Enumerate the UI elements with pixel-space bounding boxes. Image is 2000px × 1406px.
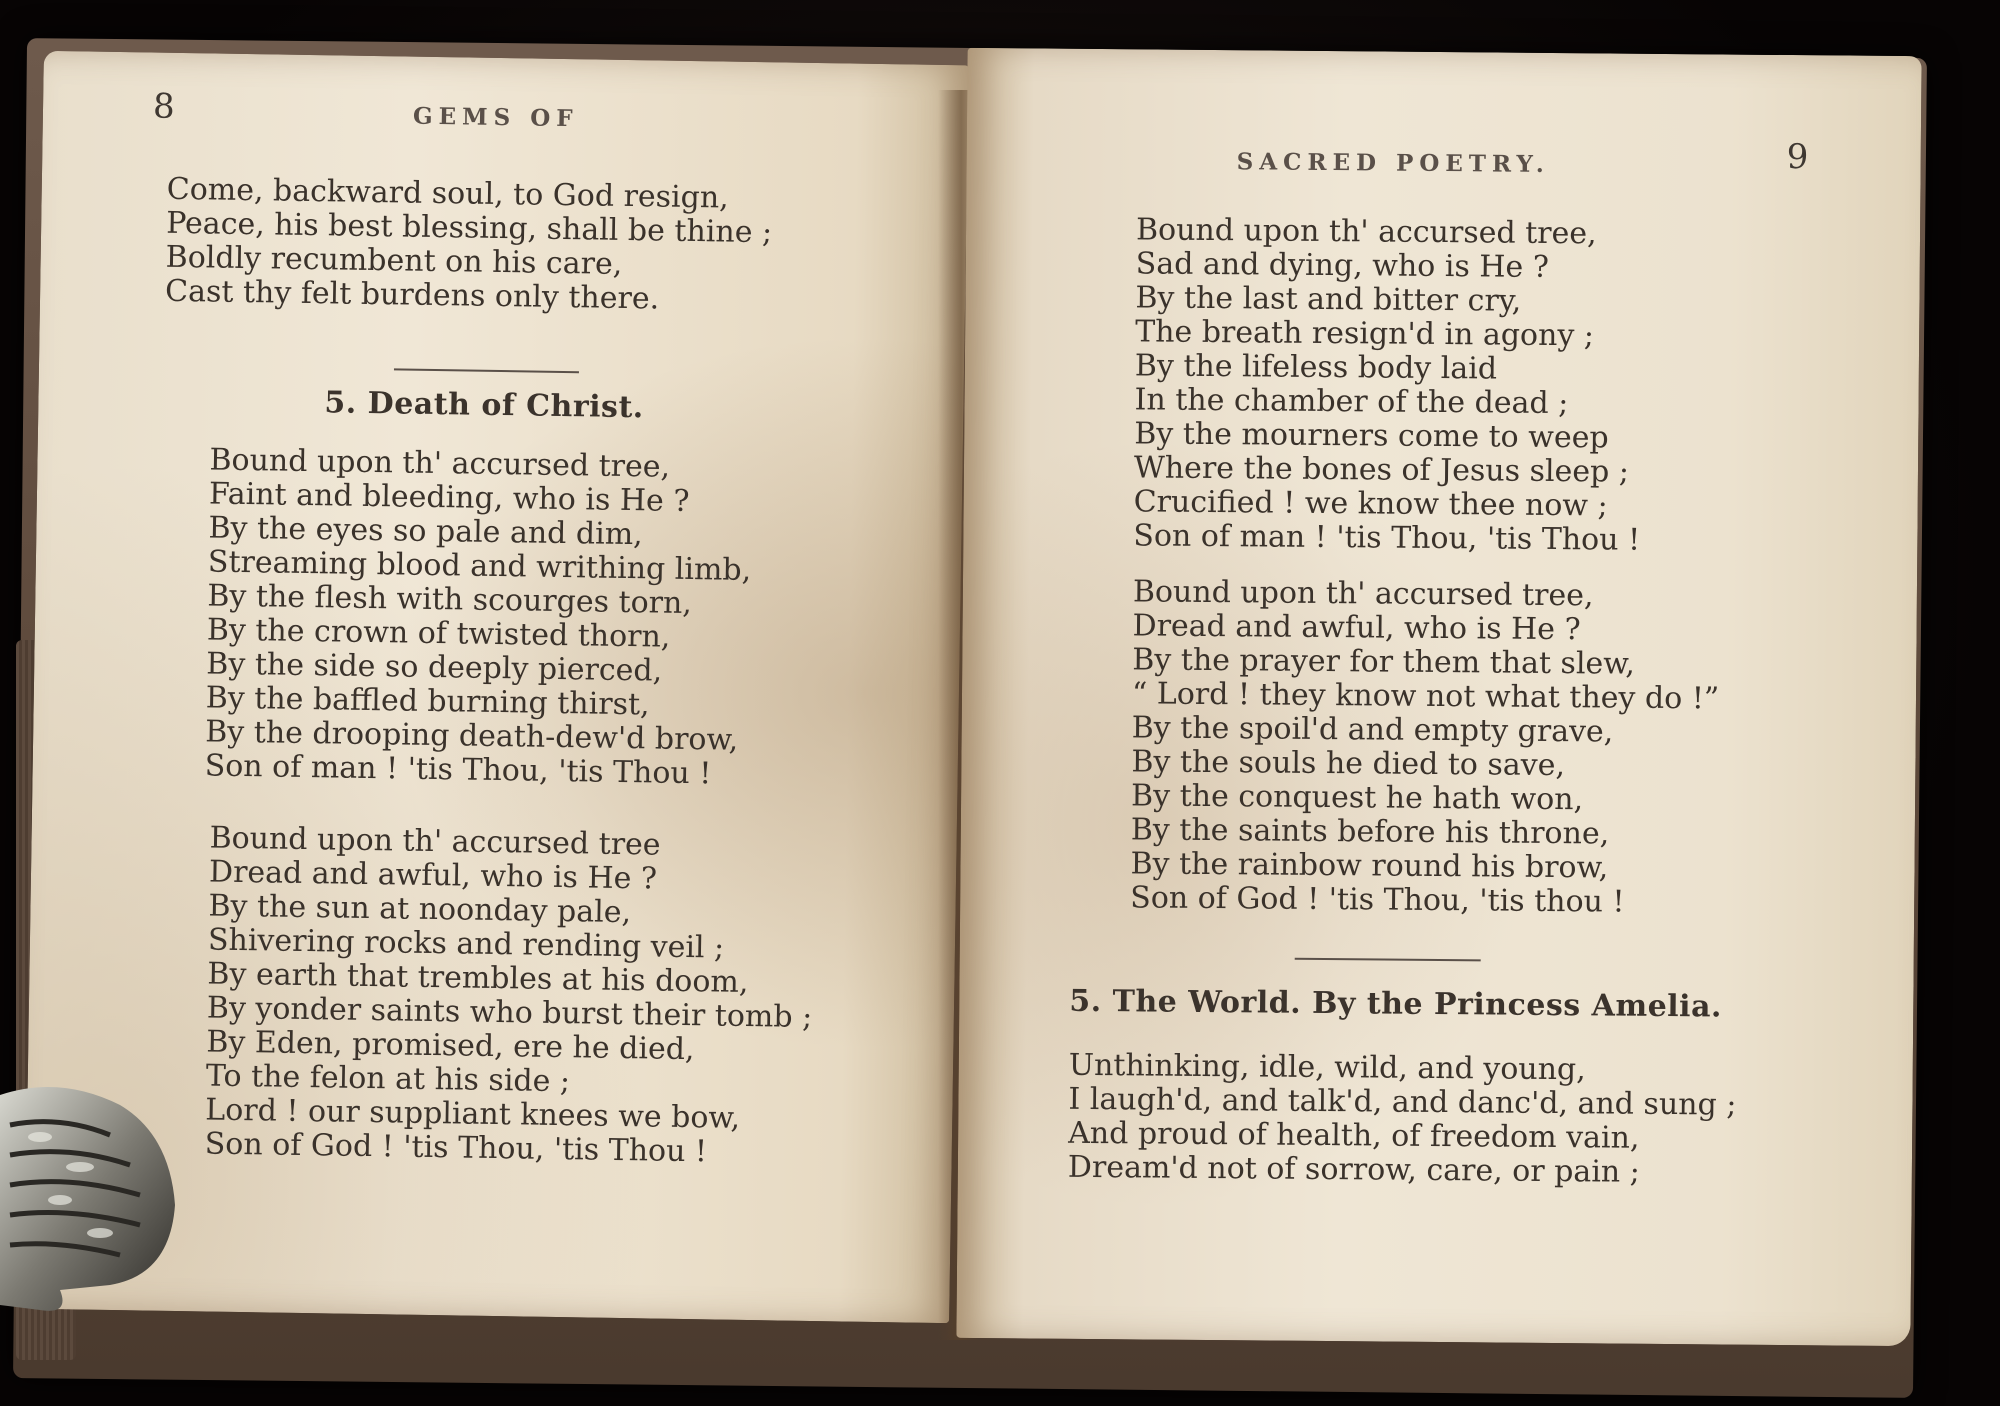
verse-line: By the flesh with scourges torn, <box>207 578 693 622</box>
verse-line: Faint and bleeding, who is He ? <box>208 476 690 520</box>
verse-line: By the spoil'd and empty grave, <box>1131 710 1614 750</box>
verse-line: Crucified ! we know thee now ; <box>1133 484 1608 524</box>
stanza-right-2 <box>1130 575 1720 920</box>
metal-clasp-icon <box>0 1075 185 1315</box>
verse-line: Lord ! our suppliant knees we bow, <box>205 1092 741 1136</box>
verse-line: By the crown of twisted thorn, <box>206 612 671 655</box>
verse-line: By the mourners come to weep <box>1134 416 1609 456</box>
verse-line: By the rainbow round his brow, <box>1130 846 1609 886</box>
verse-line: Dread and awful, who is He ? <box>1132 608 1581 648</box>
verse-line: By the sun at noonday pale, <box>208 888 632 931</box>
left-running-head: GEMS OF <box>412 102 579 133</box>
verse-line: Son of man ! 'tis Thou, 'tis Thou ! <box>204 748 712 792</box>
verse-line: By the souls he died to save, <box>1131 744 1566 784</box>
continued-stanza <box>165 173 773 319</box>
section-heading-death-of-christ: 5. Death of Christ. <box>324 385 645 426</box>
section-divider-rule <box>1295 958 1481 962</box>
verse-line: Shivering rocks and rending veil ; <box>207 922 725 966</box>
right-running-head: SACRED POETRY. <box>1236 148 1550 178</box>
verse-line: By the last and bitter cry, <box>1135 280 1522 319</box>
verse-line: Bound upon th' accursed tree <box>209 820 661 863</box>
verse-line: Son of God ! 'tis Thou, 'tis thou ! <box>1130 880 1625 920</box>
stanza-left-1 <box>204 443 753 791</box>
verse-line: By the eyes so pale and dim, <box>208 510 643 553</box>
verse-line: The breath resign'd in agony ; <box>1135 314 1595 354</box>
verse-line: Come, backward soul, to God resign, <box>166 171 730 216</box>
right-page-number: 9 <box>1786 137 1809 178</box>
right-page <box>956 48 1921 1346</box>
verse-line: By the saints before his throne, <box>1130 812 1610 852</box>
left-page-number: 8 <box>152 86 176 127</box>
verse-line: Dread and awful, who is He ? <box>208 854 658 897</box>
verse-line: By the lifeless body laid <box>1134 348 1498 387</box>
section-divider-rule <box>394 368 579 373</box>
verse-line: To the felon at his side ; <box>205 1058 571 1100</box>
verse-line: Unthinking, idle, wild, and young, <box>1068 1047 1586 1088</box>
verse-line: Bound upon th' accursed tree, <box>209 442 671 485</box>
verse-line: Sad and dying, who is He ? <box>1135 246 1550 285</box>
verse-line: Son of God ! 'tis Thou, 'tis Thou ! <box>204 1126 708 1170</box>
verse-line: I laugh'd, and talk'd, and danc'd, and sung ; <box>1068 1081 1737 1123</box>
verse-line: Peace, his best blessing, shall be thine ; <box>165 205 773 251</box>
verse-line: By earth that trembles at his doom, <box>207 956 749 1000</box>
verse-line: Cast thy felt burdens only there. <box>164 273 660 317</box>
verse-line: By the side so deeply pierced, <box>206 646 663 689</box>
stanza-right-3 <box>1068 1049 1737 1191</box>
verse-line: By the prayer for them that slew, <box>1132 642 1636 682</box>
verse-line: And proud of health, of freedom vain, <box>1068 1115 1640 1156</box>
verse-line: Bound upon th' accursed tree, <box>1132 574 1594 614</box>
verse-line: “ Lord ! they know not what they do !” <box>1131 676 1720 717</box>
verse-line: Dream'd not of sorrow, care, or pain ; <box>1067 1149 1640 1190</box>
verse-line: Boldly recumbent on his care, <box>165 239 623 282</box>
verse-line: In the chamber of the dead ; <box>1134 382 1569 422</box>
verse-line: By yonder saints who burst their tomb ; <box>206 990 813 1035</box>
verse-line: Where the bones of Jesus sleep ; <box>1133 450 1630 490</box>
stanza-left-2 <box>205 822 816 1171</box>
verse-line: By Eden, promised, ere he died, <box>206 1024 695 1068</box>
section-heading-the-world: 5. The World. By the Princess Amelia. <box>1069 983 1723 1025</box>
verse-line: By the conquest he hath won, <box>1130 778 1584 818</box>
verse-line: Bound upon th' accursed tree, <box>1135 212 1597 252</box>
verse-line: Son of man ! 'tis Thou, 'tis Thou ! <box>1133 518 1641 558</box>
verse-line: By the baffled burning thirst, <box>205 680 650 723</box>
verse-line: Streaming blood and writhing limb, <box>207 544 752 588</box>
stanza-right-1 <box>1133 213 1643 557</box>
verse-line: By the drooping death-dew'd brow, <box>204 714 739 758</box>
